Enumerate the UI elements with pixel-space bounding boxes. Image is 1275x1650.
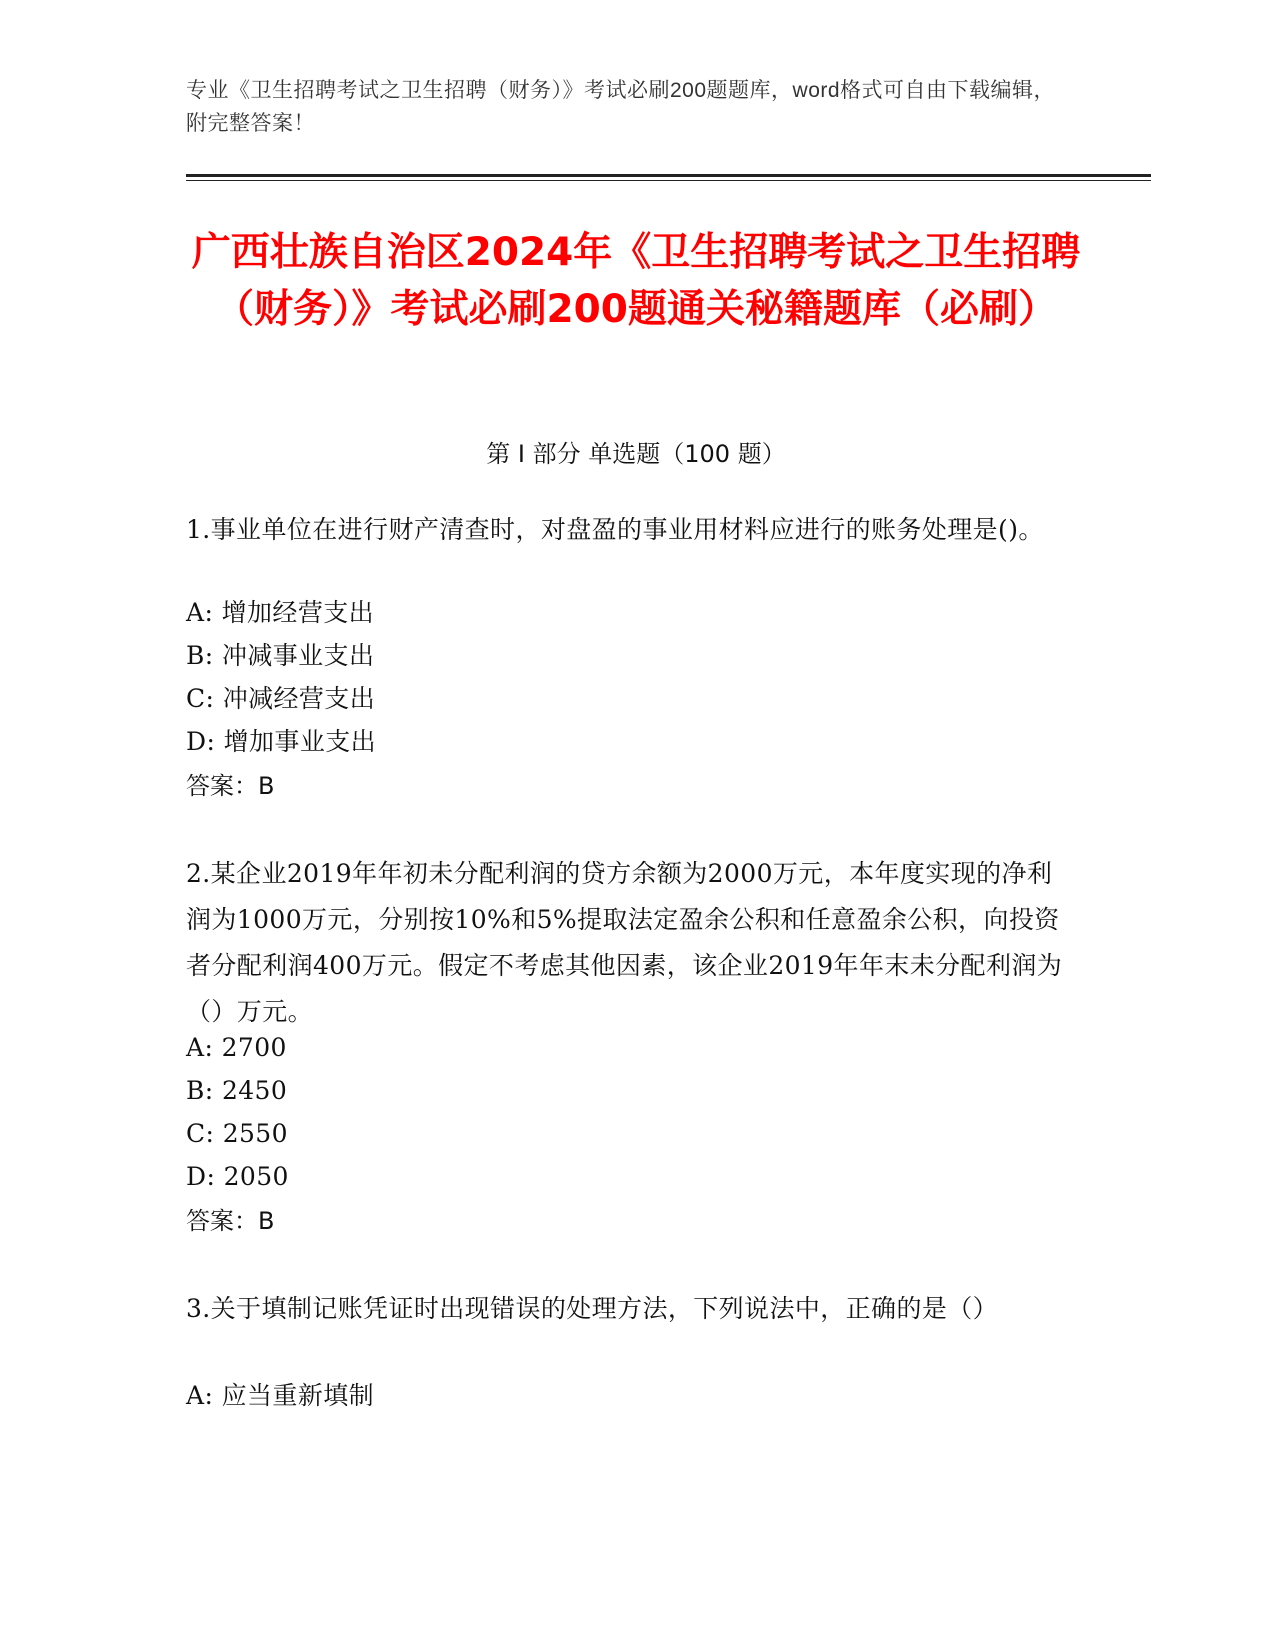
question-2-option-a: A: 2700	[186, 1033, 287, 1062]
document-title: 广西壮族自治区2024年《卫生招聘考试之卫生招聘（财务）》考试必刷200题通关秘籍题库（必刷）	[191, 230, 1081, 332]
question-1-option-b: B: 冲减事业支出	[186, 641, 375, 670]
header-divider-thin	[186, 180, 1151, 181]
question-3-option-a: A: 应当重新填制	[186, 1381, 375, 1410]
question-2-answer: 答案：B	[186, 1207, 275, 1235]
question-2-option-b: B: 2450	[186, 1076, 288, 1105]
question-1-option-d: D: 增加事业支出	[186, 727, 377, 756]
question-2-option-c: C: 2550	[186, 1119, 288, 1148]
header-divider-thick	[186, 174, 1151, 177]
question-2-option-d: D: 2050	[186, 1162, 289, 1191]
question-1-option-c: C: 冲减经营支出	[186, 684, 376, 713]
question-1-stem: 1.事业单位在进行财产清查时，对盘盈的事业用材料应进行的账务处理是()。	[186, 515, 1044, 544]
question-3-stem: 3.关于填制记账凭证时出现错误的处理方法，下列说法中，正确的是（）	[186, 1294, 999, 1323]
section-heading: 第 I 部分 单选题（100 题）	[486, 440, 786, 468]
question-2-stem: 2.某企业2019年年初未分配利润的贷方余额为2000万元，本年度实现的净利润为1000万元，分别按10%和5%提取法定盈余公积和任意盈余公积，向投资者分配利润400万元。假定不考虑其他因素，该企业2019年年末未分配利润为（）万元。	[186, 859, 1063, 1026]
header-note: 专业《卫生招聘考试之卫生招聘（财务）》考试必刷200题题库，word格式可自由下载编辑，附完整答案！	[186, 79, 1056, 135]
question-1-answer: 答案：B	[186, 772, 275, 800]
question-1-option-a: A: 增加经营支出	[186, 598, 375, 627]
